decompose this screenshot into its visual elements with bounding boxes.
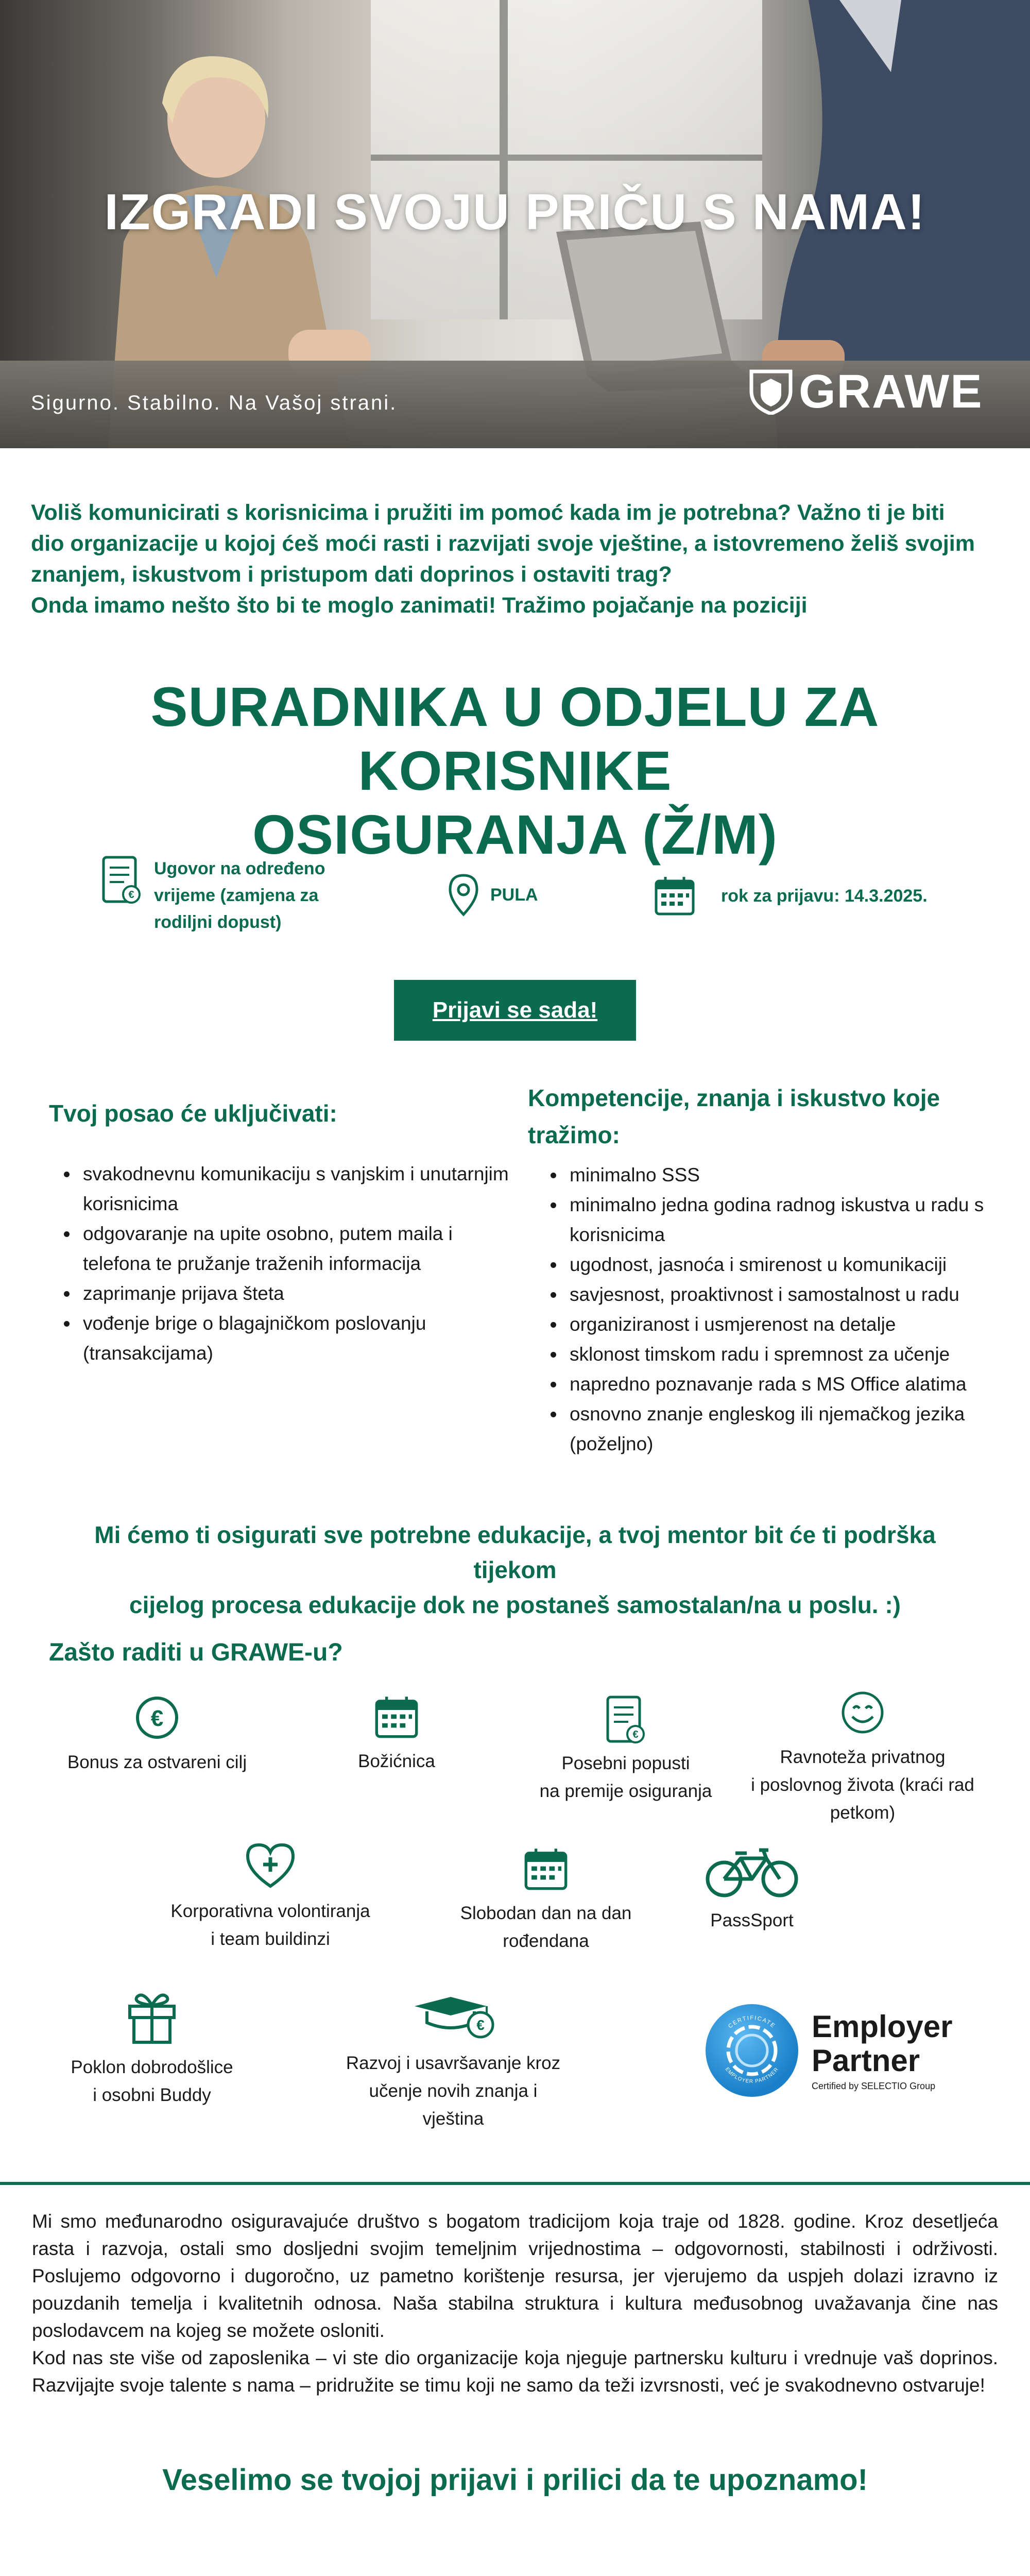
job-title-line: OSIGURANJA (Ž/M) (252, 803, 778, 866)
grawe-logo-text: GRAWE (799, 365, 983, 418)
education-line: Mi ćemo ti osigurati sve potrebne edukacije, a tvoj mentor bit će ti podrška tijekom (94, 1521, 936, 1583)
heart-plus-icon (245, 1842, 296, 1889)
benefit-label: Slobodan dan na dan (460, 1903, 632, 1923)
benefit-volunteering (154, 1842, 386, 1953)
fact-contract-text: Ugovor na određeno (154, 859, 325, 878)
benefit-label: na premije osiguranja (539, 1781, 712, 1801)
benefit-label: Bonus za ostvareni cilj (67, 1752, 247, 1772)
bullet-item: • ugodnost, jasnoća i smirenost u komunikaciji (565, 1250, 1014, 1280)
benefit-passsport (690, 1847, 814, 1935)
benefit-label: rođendana (503, 1931, 589, 1951)
education-note (52, 1517, 978, 1622)
svg-text:€: € (128, 889, 134, 901)
fact-location (448, 873, 538, 917)
intro-line: Onda imamo nešto što bi te moglo zanimati! Tražimo pojačanje na poziciji (31, 593, 808, 618)
bullet-item: • zaprimanje prijava šteta (79, 1279, 511, 1309)
hero-title: IZGRADI SVOJU PRIČU S NAMA! (104, 183, 926, 240)
education-line: cijelog procesa edukacije dok ne postaneš samostalan/na u poslu. :) (129, 1591, 901, 1618)
hero-banner (0, 0, 1030, 448)
bullet-item: • minimalno jedna godina radnog iskustva u radu s korisnicima (565, 1190, 1014, 1250)
benefit-label: i osobni Buddy (93, 2085, 211, 2105)
benefit-label: Poklon dobrodošlice (71, 2057, 233, 2077)
fact-deadline-text: rok za prijavu: 14.3.2025. (721, 886, 928, 906)
fact-contract (100, 855, 325, 936)
why-heading: Zašto raditi u GRAWE-u? (49, 1639, 343, 1666)
benefit-label: učenje novih znanja i (369, 2081, 538, 2101)
benefit-label: Korporativna volontiranja (170, 1901, 370, 1921)
about-company (32, 2208, 998, 2399)
about-paragraph: Kod nas ste više od zaposlenika – vi ste dio organizacije koja njeguje partnersku kulturu i vrednuje vaš doprinos. Razvijajte svoje talente s nama – pridružite se timu koji ne samo da teži izvrsnosti, već je svakodnevno ostvaruje! (32, 2347, 998, 2396)
gift-icon (126, 1989, 178, 2045)
employer-partner-badge-icon (708, 2007, 796, 2094)
benefit-bonus (31, 1695, 283, 1776)
calendar-icon (374, 1695, 419, 1739)
benefit-label: Božićnica (358, 1751, 435, 1771)
duties-heading: Tvoj posao će uključivati: (49, 1100, 337, 1127)
fact-contract-text: rodiljni dopust) (154, 912, 282, 932)
apply-now-button[interactable]: Prijavi se sada! (394, 980, 636, 1041)
euro-coin-icon (134, 1695, 180, 1740)
document-euro-icon (605, 1695, 647, 1747)
employer-partner-line: Employer (812, 2009, 953, 2044)
fact-location-text: PULA (490, 885, 538, 905)
bullet-item: • svakodnevnu komunikaciju s vanjskim i unutarnjim korisnicima (79, 1159, 511, 1219)
section-divider (0, 2182, 1030, 2185)
hero-slogan: Sigurno. Stabilno. Na Vašoj strani. (31, 392, 398, 414)
competencies-list (546, 1160, 1014, 1459)
fact-contract-text: vrijeme (zamjena za (154, 886, 319, 905)
graduation-cap-icon (409, 1994, 497, 2041)
bullet-item: • napredno poznavanje rada s MS Office alatima (565, 1369, 1014, 1399)
competencies-heading-line: Kompetencije, znanja i iskustvo koje (528, 1084, 940, 1111)
intro-line: Voliš komunicirati s korisnicima i pružiti im pomoć kada im je potrebna? Važno ti je biti (31, 500, 945, 525)
benefit-label: Posebni popusti (561, 1753, 690, 1773)
bicycle-icon (705, 1847, 799, 1899)
benefit-label: vještina (422, 2109, 484, 2129)
employer-partner-logo (706, 2004, 952, 2097)
benefit-label: Razvoj i usavršavanje kroz (346, 2053, 561, 2073)
job-title-line: SURADNIKA U ODJELU ZA KORISNIKE (150, 675, 880, 802)
employer-partner-badge-top: CERTIFICATE (727, 2014, 777, 2030)
duties-list (59, 1159, 511, 1368)
competencies-heading (528, 1079, 991, 1154)
contract-icon (100, 855, 143, 907)
intro-text (31, 497, 999, 621)
benefit-label: i team buildinzi (211, 1929, 330, 1949)
closing-message: Veselimo se tvojoj prijavi i prilici da te upoznamo! (162, 2463, 868, 2497)
benefit-christmas (304, 1695, 489, 1775)
employer-partner-certified: Certified by SELECTIO Group (812, 2080, 936, 2091)
employer-partner-badge-bottom: EMPLOYER PARTNER (724, 2066, 780, 2085)
intro-line: dio organizacije u kojoj ćeš moći rasti i razvijati svoje vještine, a istovremeno želiš svojim (31, 531, 975, 556)
bullet-item: • odgovaranje na upite osobno, putem maila i telefona te pružanje traženih informacija (79, 1219, 511, 1279)
benefit-balance (742, 1690, 984, 1827)
benefit-welcome (41, 1989, 263, 2109)
employer-partner-line: Partner (812, 2043, 920, 2078)
svg-text:€: € (632, 1729, 639, 1740)
benefit-birthday (438, 1847, 654, 1955)
about-paragraph: Mi smo međunarodno osiguravajuće društvo s bogatom tradicijom koja traje od 1828. godine. Kroz desetljeća rasta i razvoja, ostali smo dosljedni svojim temeljnim vrijednostima – odgovornosti, stabilnosti i održivosti. Poslujemo odgovorno i dugoročno, uz pametno korištenje resursa, jer vjerujemo da uspjeh dolazi izravno iz pouzdanih temelja i kvalitetnih odnosa. Naša stabilna struktura i kultura međusobnog uvažavanja čine nas poslodavcem na kojeg se možete osloniti. (32, 2211, 998, 2341)
benefit-label: PassSport (710, 1910, 794, 1930)
bullet-item: • osnovno znanje engleskog ili njemačkog jezika (poželjno) (565, 1399, 1014, 1459)
employer-partner-badge (706, 2004, 798, 2097)
bullet-item: • sklonost timskom radu i spremnost za učenje (565, 1340, 1014, 1369)
svg-text:€: € (150, 1706, 164, 1731)
smiley-icon (840, 1690, 885, 1735)
benefit-development (330, 1994, 577, 2133)
calendar-icon (524, 1847, 568, 1891)
bullet-item: • minimalno SSS (565, 1160, 1014, 1190)
bullet-item: • vođenje brige o blagajničkom poslovanju (transakcijama) (79, 1309, 511, 1368)
grawe-shield-icon (749, 368, 793, 415)
job-title (0, 675, 1030, 867)
benefit-discounts (515, 1695, 736, 1805)
intro-line: znanjem, iskustvom i pristupom dati doprinos i ostaviti trag? (31, 562, 672, 587)
bullet-item: • organiziranost i usmjerenost na detalje (565, 1310, 1014, 1340)
svg-text:€: € (476, 2017, 485, 2033)
location-pin-icon (448, 873, 479, 917)
competencies-heading-line: tražimo: (528, 1122, 620, 1148)
bullet-item: • savjesnost, proaktivnost i samostalnost u radu (565, 1280, 1014, 1310)
calendar-icon (654, 876, 695, 916)
benefit-label: Ravnoteža privatnog (780, 1747, 946, 1767)
benefit-label: petkom) (830, 1803, 896, 1823)
benefit-label: i poslovnog života (kraći rad (751, 1775, 974, 1795)
grawe-logo (749, 365, 983, 418)
fact-deadline (654, 876, 928, 916)
